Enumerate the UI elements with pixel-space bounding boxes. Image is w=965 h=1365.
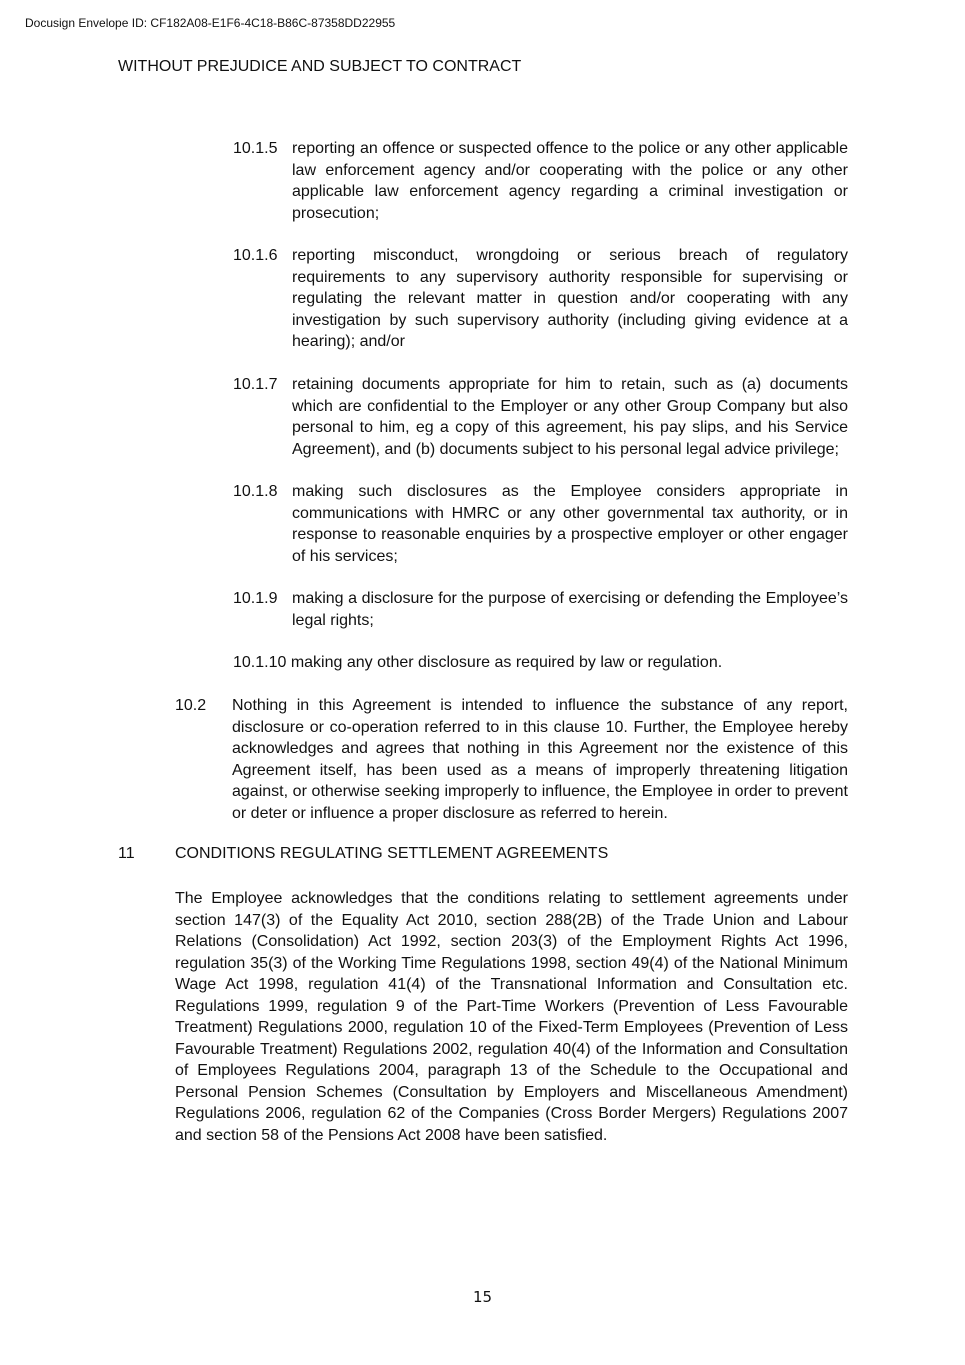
- clause-text: reporting misconduct, wrongdoing or serious breach of regulatory requirements to any supervisory authority responsible for supervising or regulating the relevant matter in question and/or cooperating with any investigation by such supervisory authority (including giving evidence at a hearing); and/or: [292, 247, 848, 350]
- clause-11-body: The Employee acknowledges that the conditions relating to settlement agreements under section 147(3) of the Equality Act 2010, section 288(2B) of the Trade Union and Labour Relations (Consolidation) Act 1992, section 203(3) of the Employment Rights Act 1996, regulation 35(3) of the Working Time Regulations 1998, section 49(4) of the National Minimum Wage Act 1998, regulation 41(4) of the Transnational Information and Consultation etc. Regulations 1999, regulation 9 of the Part-Time Workers (Prevention of Less Favourable Treatment) Regulations 2000, regulation 10 of the Fixed-Term Employees (Prevention of Less Favourable Treatment) Regulations 2002, regulation 40(4) of the Information and Consultation of Employees Regulations 2004, paragraph 13 of the Schedule to the Occupational and Personal Pension Schemes (Consultation by Employers and Miscellaneous Amendment) Regulations 2006, regulation 62 of the Companies (Cross Border Mergers) Regulations 2007 and section 58 of the Pensions Act 2008 have been satisfied.: [175, 890, 848, 1144]
- clause-10-2: [175, 695, 848, 824]
- clause-number: 10.1.8: [233, 483, 278, 500]
- clause-text: reporting an offence or suspected offence to the police or any other applicable law enforcement agency and/or cooperating with the police or any other applicable law enforcement agency regarding a criminal investigation or prosecution;: [292, 140, 848, 222]
- clause-number: 11: [118, 845, 135, 862]
- clause-number: 10.1.7: [233, 376, 278, 393]
- clause-10-1-5: [233, 138, 848, 224]
- envelope-id: Docusign Envelope ID: CF182A08-E1F6-4C18-B86C-87358DD22955: [25, 16, 396, 30]
- clause-number: 10.1.9: [233, 590, 278, 607]
- page-number: 15: [472, 1288, 493, 1306]
- clause-10-1-6: [233, 245, 848, 353]
- clause-text: Nothing in this Agreement is intended to influence the substance of any report, disclosure or co-operation referred to in this clause 10. Further, the Employee hereby acknowledges and agrees that nothing in this Agreement nor the existence of this Agreement itself, has been used as a means of improperly threatening litigation against, or otherwise seeking improperly to influence, the Employee in order to prevent or deter or influence a proper disclosure as referred to herein.: [232, 697, 848, 822]
- without-prejudice-heading: WITHOUT PREJUDICE AND SUBJECT TO CONTRACT: [118, 58, 522, 75]
- clause-text: retaining documents appropriate for him to retain, such as (a) documents which are confidential to the Employer or any other Group Company but also personal to him, eg a copy of this agreement, his pay slips, and his Service Agreement), and (b) documents subject to his personal legal advice privilege;: [292, 376, 848, 458]
- clause-number: 10.2: [175, 697, 207, 714]
- clause-10-1-7: [233, 374, 848, 460]
- clause-10-1-8: [233, 481, 848, 567]
- clause-10-1-9: [233, 588, 848, 631]
- clause-10-1-10: [233, 652, 848, 674]
- clause-text: 10.1.10 making any other disclosure as required by law or regulation.: [233, 654, 723, 671]
- clause-11-heading: [118, 845, 609, 863]
- clause-text: making a disclosure for the purpose of exercising or defending the Employee’s legal rights;: [292, 590, 848, 629]
- clause-number: 10.1.5: [233, 140, 278, 157]
- clause-text: making such disclosures as the Employee considers appropriate in communications with HMRC or any other governmental tax authority, or in response to reasonable enquiries by a prospective employer or other engager of his services;: [292, 483, 848, 565]
- clause-title: CONDITIONS REGULATING SETTLEMENT AGREEMENTS: [175, 845, 609, 862]
- clause-number: 10.1.6: [233, 247, 278, 264]
